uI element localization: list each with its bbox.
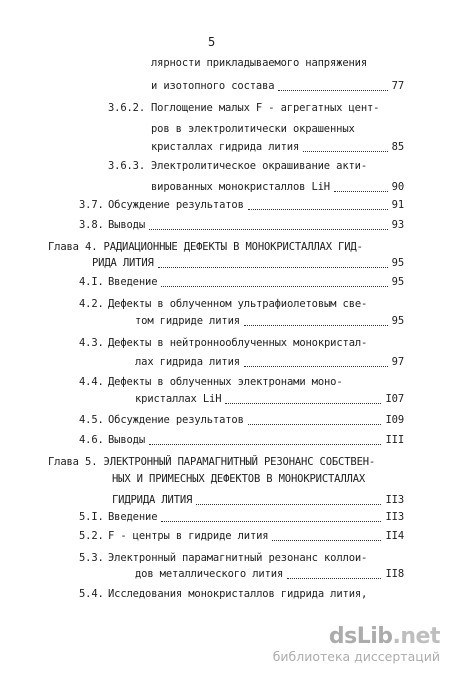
dot-leader	[272, 540, 381, 541]
dot-leader	[248, 424, 381, 425]
dot-leader	[244, 366, 388, 367]
toc-entry-title: Электронный парамагнитный резонанс коллои-	[108, 552, 368, 564]
toc-entry-number: 5.4.	[79, 588, 104, 600]
dot-leader	[196, 504, 381, 505]
dot-leader	[248, 209, 388, 210]
toc-entry-number: 5.2.	[79, 530, 104, 542]
toc-entry-title: Дефекты в облученных электронами моно-	[108, 376, 343, 388]
toc-entry-number: 4.I.	[79, 276, 104, 288]
watermark-logo-main: dsLib	[328, 624, 393, 649]
toc-entry-title: РИДА ЛИТИЯ	[92, 257, 154, 269]
toc-entry-title: том гидриде лития	[135, 315, 240, 327]
toc-entry-title: Глава 4. РАДИАЦИОННЫЕ ДЕФЕКТЫ В МОНОКРИСТАЛЛАХ ГИД-	[48, 241, 363, 253]
toc-entry-title: Поглощение малых F - агрегатных цент-	[151, 102, 380, 114]
watermark	[273, 625, 440, 664]
toc-entry-title: кристаллах гидрида лития	[151, 141, 300, 153]
toc-entry-title: лах гидрида лития	[135, 356, 240, 368]
toc-entry-page: I07	[385, 393, 404, 405]
toc-entry-page: 91	[391, 199, 404, 211]
toc-entry-page: II3	[385, 494, 404, 506]
toc-entry-title: дов металлического лития	[135, 568, 284, 580]
watermark-logo	[273, 625, 440, 649]
toc-entry-title: Дефекты в нейтроннооблученных монокристал-	[108, 337, 368, 349]
watermark-subtitle: библиотека диссертаций	[272, 649, 440, 664]
toc-entry-title: Электролитическое окрашивание акти-	[151, 160, 368, 172]
toc-entry-number: 3.6.2.	[108, 102, 146, 114]
dot-leader	[278, 90, 388, 91]
toc-entry-page: III	[385, 434, 404, 446]
watermark-logo-suffix: .net	[392, 624, 440, 649]
toc-entry-page: 93	[391, 219, 404, 231]
toc-entry-page: 95	[391, 257, 404, 269]
toc-entry-title: Обсуждение результатов	[108, 199, 244, 211]
toc-entry-page: II4	[385, 530, 404, 542]
toc-entry-title: ГИДРИДА ЛИТИЯ	[112, 494, 193, 506]
toc-entry-page: II3	[385, 511, 404, 523]
toc-entry-number: 3.7.	[79, 199, 104, 211]
toc-entry-page: I09	[385, 414, 404, 426]
toc-entry-page: 97	[391, 356, 404, 368]
toc-entry-page: 90	[391, 181, 404, 193]
dot-leader	[244, 325, 388, 326]
toc-entry-title: Дефекты в облученном ультрафиолетовым све-	[108, 298, 368, 310]
toc-entry-title: и изотопного состава	[151, 80, 275, 92]
toc-entry-number: 5.I.	[79, 511, 104, 523]
toc-entry-title: F - центры в гидриде лития	[108, 530, 269, 542]
toc-entry-number: 4.5.	[79, 414, 104, 426]
dot-leader	[161, 521, 381, 522]
toc-entry-number: 3.6.3.	[108, 160, 146, 172]
dot-leader	[149, 444, 381, 445]
dot-leader	[158, 267, 388, 268]
toc-entry-title: кристаллах LiH	[135, 393, 222, 405]
dot-leader	[225, 403, 381, 404]
dot-leader	[161, 286, 388, 287]
toc-entry-page: 77	[391, 80, 404, 92]
toc-entry-title: НЫХ И ПРИМЕСНЫХ ДЕФЕКТОВ В МОНОКРИСТАЛЛАХ	[112, 473, 366, 485]
toc-entry-number: 4.4.	[79, 376, 104, 388]
toc-entry-page: 85	[391, 141, 404, 153]
toc-entry-title: Глава 5. ЭЛЕКТРОННЫЙ ПАРАМАГНИТНЫЙ РЕЗОНАНС СОБСТВЕН-	[48, 456, 376, 468]
toc-entry-page: II8	[385, 568, 404, 580]
toc-entry-number: 4.2.	[79, 298, 104, 310]
toc-entry-title: Обсуждение результатов	[108, 414, 244, 426]
toc-entry-title: вированных монокристаллов LiH	[151, 181, 330, 193]
toc-entry-number: 3.8.	[79, 219, 104, 231]
dot-leader	[303, 151, 388, 152]
toc-entry-title: ров в электролитически окрашенных	[151, 123, 355, 135]
toc-entry-page: 95	[391, 315, 404, 327]
toc-entry-title: Введение	[108, 276, 158, 288]
toc-entry-title: Выводы	[108, 434, 146, 446]
toc-entry-title: Исследования монокристаллов гидрида лития,	[108, 588, 368, 600]
toc-entry-title: Выводы	[108, 219, 146, 231]
toc-entry-title: Введение	[108, 511, 158, 523]
dot-leader	[334, 191, 388, 192]
toc-entry-number: 4.6.	[79, 434, 104, 446]
dot-leader	[149, 229, 388, 230]
page-number: 5	[208, 35, 216, 49]
toc-entry-title: лярности прикладываемого напряжения	[151, 57, 368, 69]
dot-leader	[287, 578, 381, 579]
toc-entry-number: 4.3.	[79, 337, 104, 349]
toc-entry-page: 95	[391, 276, 404, 288]
toc-entry-number: 5.3.	[79, 552, 104, 564]
